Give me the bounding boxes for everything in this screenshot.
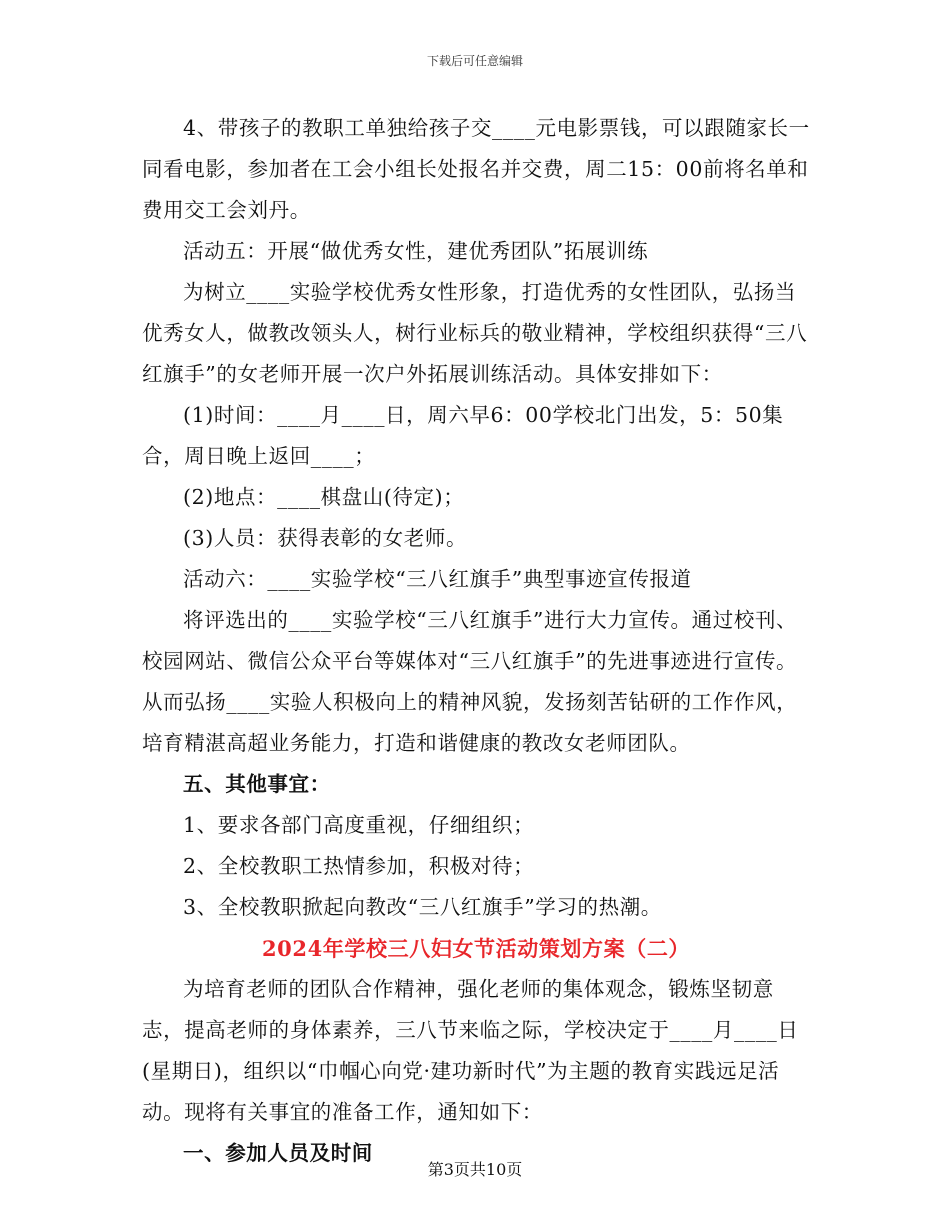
activity-five-time: (1)时间：____月____日，周六早6：00学校北门出发，5：50集合，周日晚上返回____；: [142, 403, 784, 468]
activity-five-location: (2)地点：____棋盘山(待定)；: [183, 485, 465, 509]
activity-five-people: (3)人员：获得表彰的女老师。: [183, 526, 468, 550]
plan-two-intro: 为培育老师的团队合作精神，强化老师的集体观念，锻炼坚韧意志，提高老师的身体素养，三八节来临之际，学校决定于____月____日(星期日)，组织以“巾帼心向党·建功新时代”为主题的教育实践远足活动。现将有关事宜的准备工作，通知如下：: [142, 977, 799, 1124]
activity-six-description: 将评选出的____实验学校“三八红旗手”进行大力宣传。通过校刊、校园网站、微信公众平台等媒体对“三八红旗手”的先进事迹进行宣传。从而弘扬____实验人积极向上的精神风貌，发扬刻苦钻研的工作作风，培育精湛高超业务能力，打造和谐健康的教改女老师团队。: [142, 608, 798, 755]
section-title: 2024年学校三八妇女节活动策划方案（二）: [261, 936, 691, 961]
activity-six-heading: 活动六：____实验学校“三八红旗手”典型事迹宣传报道: [183, 567, 692, 591]
participants-heading: 一、参加人员及时间: [183, 1141, 373, 1165]
section-five-heading: 五、其他事宜：: [183, 772, 331, 796]
activity-five-description: 为树立____实验学校优秀女性形象，打造优秀的女性团队，弘扬当优秀女人，做教改领头人，树行业标兵的敬业精神，学校组织获得“三八红旗手”的女老师开展一次户外拓展训练活动。具体安排如下：: [142, 280, 808, 386]
page-number: 第3页共10页: [427, 1160, 523, 1179]
document-body: [142, 108, 810, 1174]
paragraph-item-4: 4、带孩子的教职工单独给孩子交____元电影票钱，可以跟随家长一同看电影，参加者在工会小组长处报名并交费，周二15：00前将名单和费用交工会刘丹。: [142, 116, 810, 222]
other-item-2: 2、全校教职工热情参加，积极对待；: [183, 854, 535, 878]
activity-five-heading: 活动五：开展“做优秀女性，建优秀团队”拓展训练: [183, 239, 649, 263]
header-note: 下载后可任意编辑: [426, 54, 523, 68]
other-item-1: 1、要求各部门高度重视，仔细组织；: [183, 813, 535, 837]
other-item-3: 3、全校教职掀起向教改“三八红旗手”学习的热潮。: [183, 895, 662, 919]
